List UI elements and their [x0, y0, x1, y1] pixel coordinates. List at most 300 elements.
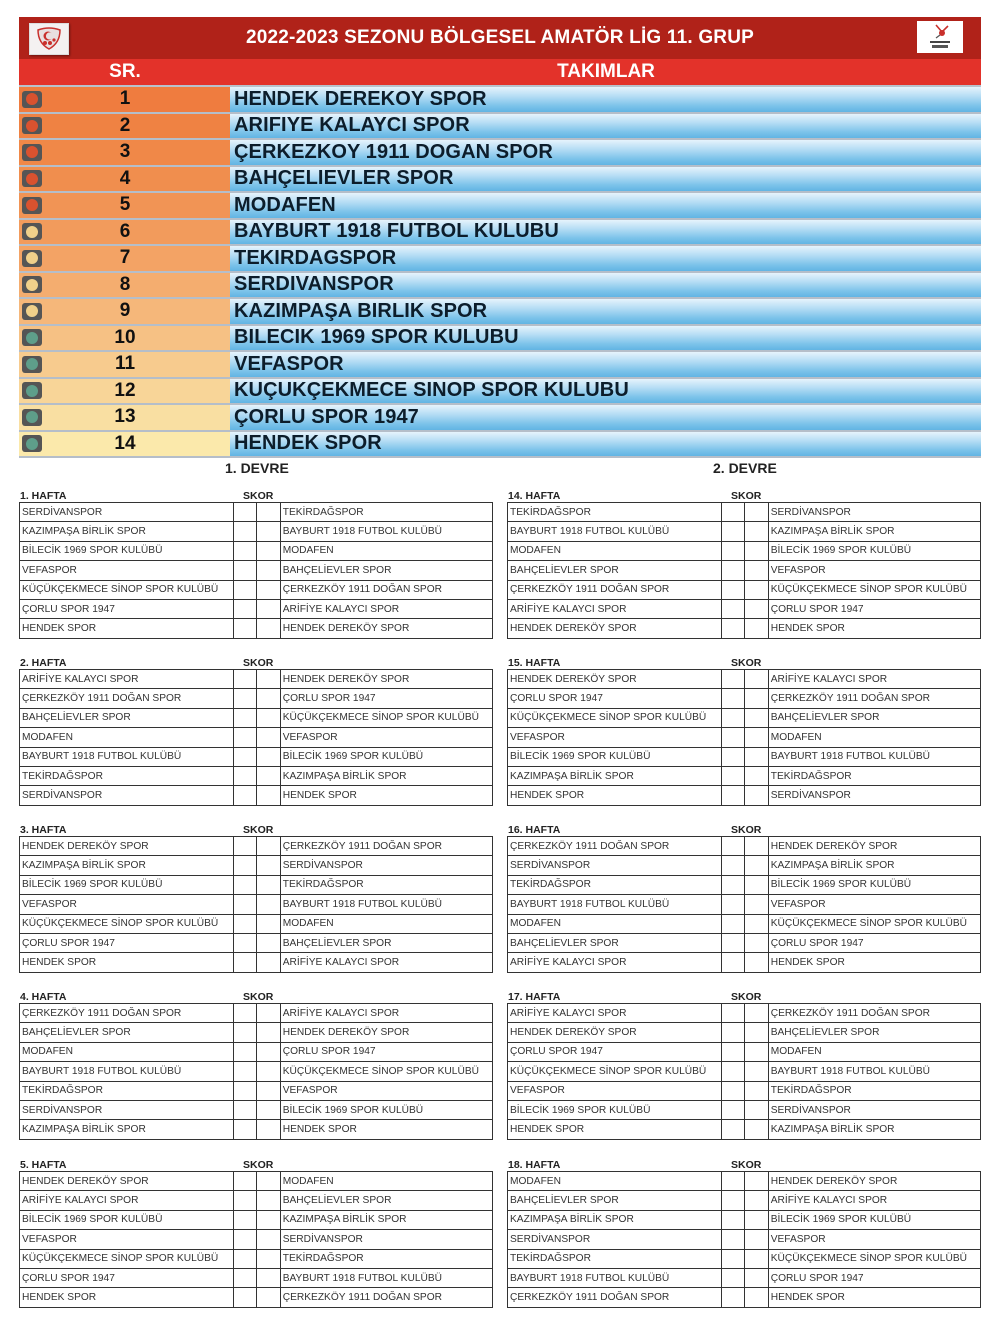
week-header	[507, 653, 981, 669]
status-dot	[26, 173, 38, 185]
week-label: 3. HAFTA	[20, 824, 67, 836]
home-score-cell[interactable]	[722, 953, 745, 972]
away-score-cell[interactable]	[745, 1100, 768, 1119]
away-score-cell[interactable]	[745, 786, 768, 805]
away-score-cell[interactable]	[745, 689, 768, 708]
home-team: ARİFİYE KALAYCI SPOR	[508, 953, 722, 972]
home-score-cell[interactable]	[234, 599, 257, 618]
away-score-cell[interactable]	[745, 503, 768, 522]
match-row	[20, 522, 493, 541]
away-score-cell[interactable]	[257, 1288, 280, 1307]
week-fixture	[507, 653, 981, 806]
match-row	[508, 1062, 981, 1081]
week-label: 1. HAFTA	[20, 490, 67, 502]
match-row	[20, 766, 493, 785]
home-score-cell[interactable]	[722, 1004, 745, 1023]
away-team: SERDİVANSPOR	[280, 1230, 492, 1249]
team-name: KAZIMPAŞA BIRLIK SPOR	[234, 299, 488, 322]
home-score-cell[interactable]	[722, 856, 745, 875]
home-team: KAZIMPAŞA BİRLİK SPOR	[508, 766, 722, 785]
home-score-cell[interactable]	[722, 875, 745, 894]
home-score-cell[interactable]	[722, 561, 745, 580]
match-row	[508, 1042, 981, 1061]
away-score-cell[interactable]	[257, 1230, 280, 1249]
week-label: 2. HAFTA	[20, 657, 67, 669]
home-team: ÇERKEZKÖY 1911 DOĞAN SPOR	[508, 1288, 722, 1307]
match-row	[20, 1230, 493, 1249]
second-half-title: 2. DEVRE	[713, 460, 777, 476]
away-score-cell[interactable]	[745, 619, 768, 638]
away-score-cell[interactable]	[745, 599, 768, 618]
home-score-cell[interactable]	[234, 580, 257, 599]
away-team: KÜÇÜKÇEKMECE SİNOP SPOR KULÜBÜ	[768, 914, 980, 933]
away-score-cell[interactable]	[745, 1288, 768, 1307]
match-row	[508, 1023, 981, 1042]
away-score-cell[interactable]	[745, 933, 768, 952]
home-score-cell[interactable]	[722, 1120, 745, 1139]
away-score-cell[interactable]	[257, 522, 280, 541]
home-score-cell[interactable]	[722, 837, 745, 856]
match-row	[20, 1062, 493, 1081]
home-score-cell[interactable]	[234, 1081, 257, 1100]
home-team: TEKİRDAĞSPOR	[508, 875, 722, 894]
fixture-sheet	[19, 17, 981, 458]
home-score-cell[interactable]	[722, 541, 745, 560]
rank-cell	[19, 379, 230, 404]
home-score-cell[interactable]	[234, 1100, 257, 1119]
away-team: KAZIMPAŞA BİRLİK SPOR	[768, 1120, 980, 1139]
away-score-cell[interactable]	[745, 766, 768, 785]
home-team: ÇORLU SPOR 1947	[20, 933, 234, 952]
home-team: ÇERKEZKÖY 1911 DOĞAN SPOR	[508, 580, 722, 599]
week-label: 4. HAFTA	[20, 991, 67, 1003]
home-score-cell[interactable]	[234, 875, 257, 894]
match-row	[20, 503, 493, 522]
status-marker-icon	[22, 170, 42, 187]
home-team: BAHÇELİEVLER SPOR	[20, 708, 234, 727]
away-score-cell[interactable]	[745, 856, 768, 875]
match-row	[20, 875, 493, 894]
home-team: BAYBURT 1918 FUTBOL KULÜBÜ	[20, 1062, 234, 1081]
rank-cell	[19, 326, 230, 351]
home-score-cell[interactable]	[234, 1120, 257, 1139]
away-team: BAYBURT 1918 FUTBOL KULÜBÜ	[280, 522, 492, 541]
match-row	[508, 1004, 981, 1023]
home-score-cell[interactable]	[234, 708, 257, 727]
away-team: SERDİVANSPOR	[768, 786, 980, 805]
away-team: ARİFİYE KALAYCI SPOR	[280, 599, 492, 618]
away-score-cell[interactable]	[257, 1268, 280, 1287]
week-fixture	[507, 1155, 981, 1308]
away-score-cell[interactable]	[745, 1191, 768, 1210]
team-cell	[230, 299, 981, 324]
home-score-cell[interactable]	[234, 1249, 257, 1268]
match-row	[20, 914, 493, 933]
away-score-cell[interactable]	[745, 1172, 768, 1191]
away-score-cell[interactable]	[257, 708, 280, 727]
score-label: SKOR	[243, 991, 274, 1003]
home-team: MODAFEN	[20, 1042, 234, 1061]
team-cell	[230, 220, 981, 245]
home-team: BAHÇELİEVLER SPOR	[508, 1191, 722, 1210]
home-score-cell[interactable]	[722, 1191, 745, 1210]
home-score-cell[interactable]	[234, 895, 257, 914]
away-score-cell[interactable]	[745, 561, 768, 580]
away-score-cell[interactable]	[745, 953, 768, 972]
away-score-cell[interactable]	[257, 895, 280, 914]
rank-number: 8	[119, 273, 131, 295]
match-row	[508, 856, 981, 875]
away-score-cell[interactable]	[257, 953, 280, 972]
rank-cell	[19, 405, 230, 430]
away-score-cell[interactable]	[745, 837, 768, 856]
week-fixture	[19, 653, 493, 806]
home-team: SERDİVANSPOR	[20, 503, 234, 522]
home-score-cell[interactable]	[234, 1210, 257, 1229]
away-score-cell[interactable]	[257, 1081, 280, 1100]
home-score-cell[interactable]	[722, 728, 745, 747]
home-score-cell[interactable]	[722, 766, 745, 785]
week-header	[19, 486, 493, 502]
home-score-cell[interactable]	[722, 1062, 745, 1081]
home-score-cell[interactable]	[722, 1288, 745, 1307]
away-score-cell[interactable]	[257, 728, 280, 747]
match-table	[507, 1171, 981, 1308]
away-score-cell[interactable]	[745, 1062, 768, 1081]
home-score-cell[interactable]	[722, 522, 745, 541]
away-score-cell[interactable]	[257, 619, 280, 638]
away-team: TEKİRDAĞSPOR	[280, 875, 492, 894]
home-score-cell[interactable]	[234, 522, 257, 541]
away-score-cell[interactable]	[257, 670, 280, 689]
home-score-cell[interactable]	[234, 670, 257, 689]
home-team: KAZIMPAŞA BİRLİK SPOR	[20, 1120, 234, 1139]
match-row	[508, 1249, 981, 1268]
home-score-cell[interactable]	[234, 747, 257, 766]
standings-row	[19, 352, 981, 379]
match-row	[20, 1288, 493, 1307]
away-score-cell[interactable]	[745, 1081, 768, 1100]
title-bar	[19, 17, 981, 59]
home-score-cell[interactable]	[234, 1042, 257, 1061]
away-team: ÇORLU SPOR 1947	[280, 1042, 492, 1061]
home-team: TEKİRDAĞSPOR	[20, 1081, 234, 1100]
match-row	[20, 728, 493, 747]
match-row	[20, 689, 493, 708]
rank-cell	[19, 167, 230, 192]
team-cell	[230, 326, 981, 351]
away-score-cell[interactable]	[745, 541, 768, 560]
week-label: 17. HAFTA	[508, 991, 561, 1003]
away-score-cell[interactable]	[257, 837, 280, 856]
home-score-cell[interactable]	[722, 580, 745, 599]
team-cell	[230, 167, 981, 192]
tff-logo-icon	[29, 23, 69, 55]
away-score-cell[interactable]	[257, 1004, 280, 1023]
home-team: BAHÇELİEVLER SPOR	[508, 933, 722, 952]
away-team: ÇERKEZKÖY 1911 DOĞAN SPOR	[768, 1004, 980, 1023]
away-score-cell[interactable]	[257, 875, 280, 894]
away-score-cell[interactable]	[745, 708, 768, 727]
away-score-cell[interactable]	[745, 1249, 768, 1268]
home-score-cell[interactable]	[234, 619, 257, 638]
status-marker-icon	[22, 329, 42, 346]
away-score-cell[interactable]	[257, 786, 280, 805]
home-score-cell[interactable]	[722, 1100, 745, 1119]
home-score-cell[interactable]	[234, 837, 257, 856]
home-team: VEFASPOR	[20, 895, 234, 914]
standings-row	[19, 193, 981, 220]
home-team: BİLECİK 1969 SPOR KULÜBÜ	[20, 541, 234, 560]
standings-row	[19, 405, 981, 432]
home-team: KAZIMPAŞA BİRLİK SPOR	[20, 856, 234, 875]
page-title: 2022-2023 SEZONU BÖLGESEL AMATÖR LİG 11. GRUP	[245, 27, 755, 48]
away-score-cell[interactable]	[257, 1042, 280, 1061]
home-score-cell[interactable]	[722, 1042, 745, 1061]
match-table	[19, 669, 493, 806]
home-score-cell[interactable]	[722, 747, 745, 766]
away-team: ÇORLU SPOR 1947	[768, 1268, 980, 1287]
rank-number: 11	[114, 353, 136, 375]
away-score-cell[interactable]	[257, 1120, 280, 1139]
week-header	[507, 820, 981, 836]
home-score-cell[interactable]	[234, 561, 257, 580]
home-score-cell[interactable]	[234, 953, 257, 972]
home-score-cell[interactable]	[234, 1172, 257, 1191]
home-score-cell[interactable]	[234, 728, 257, 747]
match-row	[508, 953, 981, 972]
home-score-cell[interactable]	[234, 1268, 257, 1287]
away-team: SERDİVANSPOR	[280, 856, 492, 875]
away-score-cell[interactable]	[257, 1210, 280, 1229]
home-score-cell[interactable]	[722, 1210, 745, 1229]
away-score-cell[interactable]	[745, 1120, 768, 1139]
match-row	[508, 766, 981, 785]
match-row	[20, 953, 493, 972]
away-score-cell[interactable]	[745, 580, 768, 599]
away-team: MODAFEN	[768, 728, 980, 747]
home-score-cell[interactable]	[234, 1004, 257, 1023]
away-score-cell[interactable]	[257, 503, 280, 522]
home-score-cell[interactable]	[234, 1230, 257, 1249]
home-team: TEKİRDAĞSPOR	[508, 1249, 722, 1268]
away-team: KÜÇÜKÇEKMECE SİNOP SPOR KULÜBÜ	[768, 580, 980, 599]
match-row	[508, 599, 981, 618]
home-score-cell[interactable]	[234, 503, 257, 522]
status-marker-icon	[22, 303, 42, 320]
away-score-cell[interactable]	[257, 933, 280, 952]
status-marker-icon	[22, 276, 42, 293]
home-team: BİLECİK 1969 SPOR KULÜBÜ	[508, 1100, 722, 1119]
home-score-cell[interactable]	[234, 914, 257, 933]
match-row	[20, 599, 493, 618]
home-score-cell[interactable]	[722, 1230, 745, 1249]
away-score-cell[interactable]	[745, 1004, 768, 1023]
home-team: HENDEK SPOR	[508, 1120, 722, 1139]
away-team: ÇERKEZKÖY 1911 DOĞAN SPOR	[280, 837, 492, 856]
home-score-cell[interactable]	[234, 541, 257, 560]
away-team: ARİFİYE KALAYCI SPOR	[280, 953, 492, 972]
away-score-cell[interactable]	[745, 1268, 768, 1287]
away-team: ÇERKEZKÖY 1911 DOĞAN SPOR	[768, 689, 980, 708]
away-score-cell[interactable]	[745, 914, 768, 933]
rank-cell	[19, 352, 230, 377]
match-row	[508, 1288, 981, 1307]
home-score-cell[interactable]	[234, 1062, 257, 1081]
away-score-cell[interactable]	[257, 1100, 280, 1119]
match-row	[508, 1268, 981, 1287]
away-team: BAYBURT 1918 FUTBOL KULÜBÜ	[280, 1268, 492, 1287]
away-team: BAYBURT 1918 FUTBOL KULÜBÜ	[768, 747, 980, 766]
score-label: SKOR	[243, 657, 274, 669]
match-row	[20, 1004, 493, 1023]
status-dot	[26, 305, 38, 317]
away-team: BİLECİK 1969 SPOR KULÜBÜ	[768, 875, 980, 894]
status-dot	[26, 226, 38, 238]
away-score-cell[interactable]	[257, 689, 280, 708]
away-score-cell[interactable]	[745, 895, 768, 914]
match-row	[508, 561, 981, 580]
home-team: VEFASPOR	[508, 728, 722, 747]
status-dot	[26, 120, 38, 132]
home-team: HENDEK SPOR	[508, 786, 722, 805]
away-team: HENDEK DEREKÖY SPOR	[280, 1023, 492, 1042]
away-team: BAHÇELİEVLER SPOR	[280, 933, 492, 952]
away-score-cell[interactable]	[257, 1062, 280, 1081]
status-dot	[26, 438, 38, 450]
home-score-cell[interactable]	[722, 1249, 745, 1268]
team-name: KUÇUKÇEKMECE SINOP SPOR KULUBU	[234, 379, 629, 402]
match-row	[20, 1081, 493, 1100]
home-score-cell[interactable]	[722, 1172, 745, 1191]
away-team: TEKİRDAĞSPOR	[768, 1081, 980, 1100]
away-score-cell[interactable]	[745, 875, 768, 894]
away-score-cell[interactable]	[257, 856, 280, 875]
home-team: BAYBURT 1918 FUTBOL KULÜBÜ	[508, 1268, 722, 1287]
match-row	[508, 1230, 981, 1249]
home-score-cell[interactable]	[722, 1268, 745, 1287]
rank-cell	[19, 220, 230, 245]
away-score-cell[interactable]	[745, 728, 768, 747]
week-fixture	[19, 486, 493, 639]
away-score-cell[interactable]	[257, 914, 280, 933]
home-score-cell[interactable]	[722, 786, 745, 805]
team-name: BILECIK 1969 SPOR KULUBU	[234, 326, 519, 349]
away-score-cell[interactable]	[257, 1191, 280, 1210]
match-row	[508, 1100, 981, 1119]
away-score-cell[interactable]	[257, 1172, 280, 1191]
score-label: SKOR	[731, 490, 762, 502]
home-team: ÇORLU SPOR 1947	[508, 1042, 722, 1061]
match-row	[20, 1042, 493, 1061]
standings-row	[19, 273, 981, 300]
team-cell	[230, 114, 981, 139]
home-score-cell[interactable]	[722, 1081, 745, 1100]
home-score-cell[interactable]	[722, 708, 745, 727]
home-team: HENDEK DEREKÖY SPOR	[508, 670, 722, 689]
week-label: 16. HAFTA	[508, 824, 561, 836]
home-score-cell[interactable]	[234, 1191, 257, 1210]
away-score-cell[interactable]	[257, 747, 280, 766]
away-score-cell[interactable]	[257, 580, 280, 599]
home-team: BİLECİK 1969 SPOR KULÜBÜ	[508, 747, 722, 766]
home-score-cell[interactable]	[722, 1023, 745, 1042]
first-half-title: 1. DEVRE	[225, 460, 289, 476]
team-name: MODAFEN	[234, 193, 336, 216]
away-score-cell[interactable]	[257, 1249, 280, 1268]
home-score-cell[interactable]	[722, 914, 745, 933]
home-score-cell[interactable]	[722, 619, 745, 638]
home-score-cell[interactable]	[234, 1023, 257, 1042]
away-score-cell[interactable]	[257, 599, 280, 618]
home-team: KÜÇÜKÇEKMECE SİNOP SPOR KULÜBÜ	[20, 914, 234, 933]
away-team: HENDEK DEREKÖY SPOR	[768, 837, 980, 856]
away-score-cell[interactable]	[745, 1023, 768, 1042]
match-row	[20, 580, 493, 599]
home-team: KÜÇÜKÇEKMECE SİNOP SPOR KULÜBÜ	[508, 708, 722, 727]
away-score-cell[interactable]	[745, 522, 768, 541]
rank-cell	[19, 87, 230, 112]
week-label: 15. HAFTA	[508, 657, 561, 669]
away-team: BAHÇELİEVLER SPOR	[280, 561, 492, 580]
home-score-cell[interactable]	[722, 503, 745, 522]
match-row	[508, 503, 981, 522]
match-row	[20, 708, 493, 727]
away-score-cell[interactable]	[745, 670, 768, 689]
away-team: ÇERKEZKÖY 1911 DOĞAN SPOR	[280, 580, 492, 599]
home-score-cell[interactable]	[722, 933, 745, 952]
home-team: HENDEK SPOR	[20, 619, 234, 638]
home-score-cell[interactable]	[234, 1288, 257, 1307]
status-dot	[26, 358, 38, 370]
away-score-cell[interactable]	[745, 747, 768, 766]
rank-number: 1	[119, 88, 131, 110]
home-score-cell[interactable]	[234, 689, 257, 708]
away-score-cell[interactable]	[257, 1023, 280, 1042]
home-score-cell[interactable]	[234, 766, 257, 785]
away-team: ARİFİYE KALAYCI SPOR	[768, 1191, 980, 1210]
away-team: KÜÇÜKÇEKMECE SİNOP SPOR KULÜBÜ	[768, 1249, 980, 1268]
home-score-cell[interactable]	[722, 895, 745, 914]
rank-number: 9	[119, 300, 131, 322]
standings-table	[19, 85, 981, 458]
away-score-cell[interactable]	[257, 766, 280, 785]
home-score-cell[interactable]	[234, 856, 257, 875]
home-score-cell[interactable]	[234, 933, 257, 952]
away-team: TEKİRDAĞSPOR	[280, 503, 492, 522]
home-score-cell[interactable]	[722, 689, 745, 708]
away-team: BAYBURT 1918 FUTBOL KULÜBÜ	[280, 895, 492, 914]
home-team: ARİFİYE KALAYCI SPOR	[508, 1004, 722, 1023]
away-score-cell[interactable]	[257, 541, 280, 560]
team-cell	[230, 193, 981, 218]
home-score-cell[interactable]	[722, 670, 745, 689]
away-score-cell[interactable]	[745, 1042, 768, 1061]
away-team: BİLECİK 1969 SPOR KULÜBÜ	[768, 1210, 980, 1229]
away-score-cell[interactable]	[257, 561, 280, 580]
home-team: ÇORLU SPOR 1947	[508, 689, 722, 708]
home-score-cell[interactable]	[234, 786, 257, 805]
away-score-cell[interactable]	[745, 1210, 768, 1229]
match-row	[508, 670, 981, 689]
rank-number: 10	[114, 326, 136, 348]
home-team: ARİFİYE KALAYCI SPOR	[508, 599, 722, 618]
home-score-cell[interactable]	[722, 599, 745, 618]
rank-number: 13	[114, 406, 136, 428]
away-score-cell[interactable]	[745, 1230, 768, 1249]
rank-column-header: SR.	[109, 61, 141, 82]
match-table	[19, 1003, 493, 1140]
